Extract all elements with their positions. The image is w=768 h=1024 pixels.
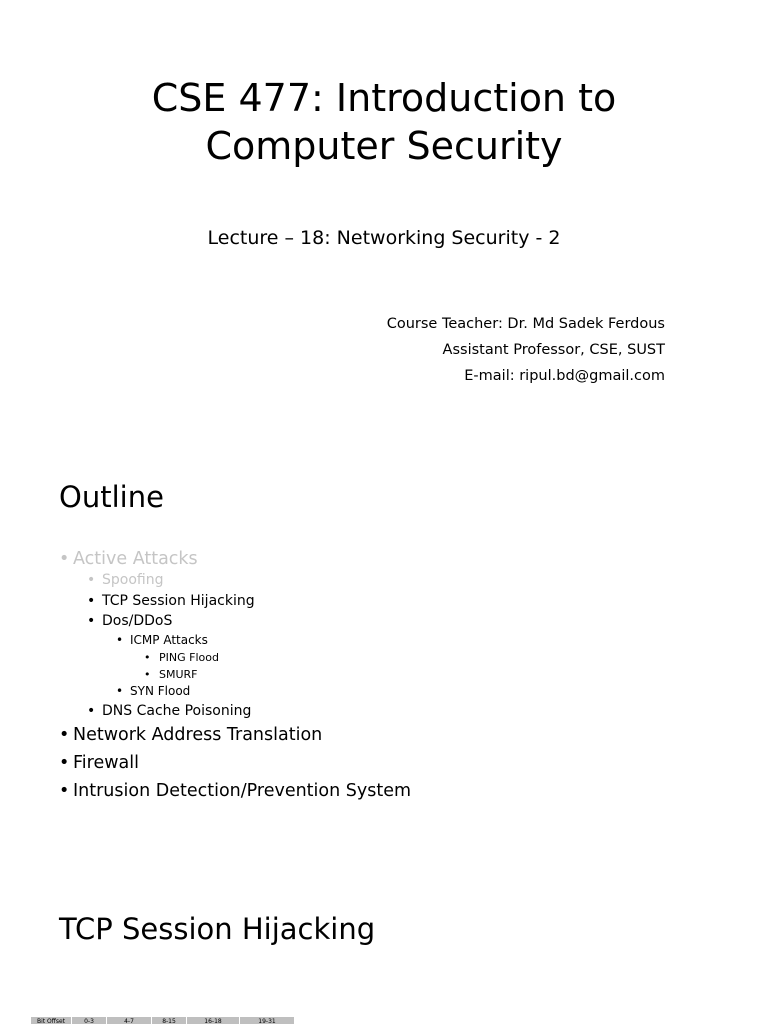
outline-item: • Active Attacks — [59, 548, 411, 570]
outline-item: • Intrusion Detection/Prevention System — [59, 777, 411, 805]
slide-title — [0, 74, 768, 170]
tcp-header-table — [30, 1016, 295, 1024]
outline-item: • Firewall — [59, 749, 411, 777]
outline-item: • ICMP Attacks — [59, 632, 411, 650]
outline-heading: Outline — [59, 480, 164, 514]
table-cell: 0-3 — [72, 1017, 107, 1024]
outline-item: • SMURF — [59, 666, 411, 683]
table-cell: 4-7 — [107, 1017, 152, 1024]
outline-item: • Network Address Translation — [59, 721, 411, 749]
title-slide — [0, 0, 768, 432]
outline-item: • TCP Session Hijacking — [59, 591, 411, 612]
teacher-position: Assistant Professor, CSE, SUST — [442, 342, 665, 358]
outline-item: • PING Flood — [59, 649, 411, 666]
teacher-info — [387, 311, 665, 389]
lecture-subtitle: Lecture – 18: Networking Security - 2 — [207, 227, 561, 249]
table-row — [31, 1017, 295, 1024]
table-cell: 19-31 — [240, 1017, 295, 1024]
teacher-name: Course Teacher: Dr. Md Sadek Ferdous — [386, 316, 665, 332]
outline-item: • Dos/DDoS — [59, 611, 411, 632]
teacher-email: E-mail: ripul.bd@gmail.com — [464, 368, 665, 384]
outline-item: • SYN Flood — [59, 683, 411, 701]
tcp-hijacking-slide — [0, 864, 768, 1024]
title-line-1: CSE 477: Introduction to — [151, 76, 617, 120]
table-cell: 16-18 — [187, 1017, 240, 1024]
outline-item: • Spoofing — [59, 570, 411, 591]
table-cell: Bit Offset — [31, 1017, 72, 1024]
title-line-2: Computer Security — [205, 124, 563, 168]
table-cell: 8-15 — [152, 1017, 187, 1024]
outline-item: • DNS Cache Poisoning — [59, 701, 411, 722]
outline-list — [59, 548, 411, 805]
slide-heading: TCP Session Hijacking — [59, 912, 376, 946]
outline-slide — [0, 432, 768, 864]
